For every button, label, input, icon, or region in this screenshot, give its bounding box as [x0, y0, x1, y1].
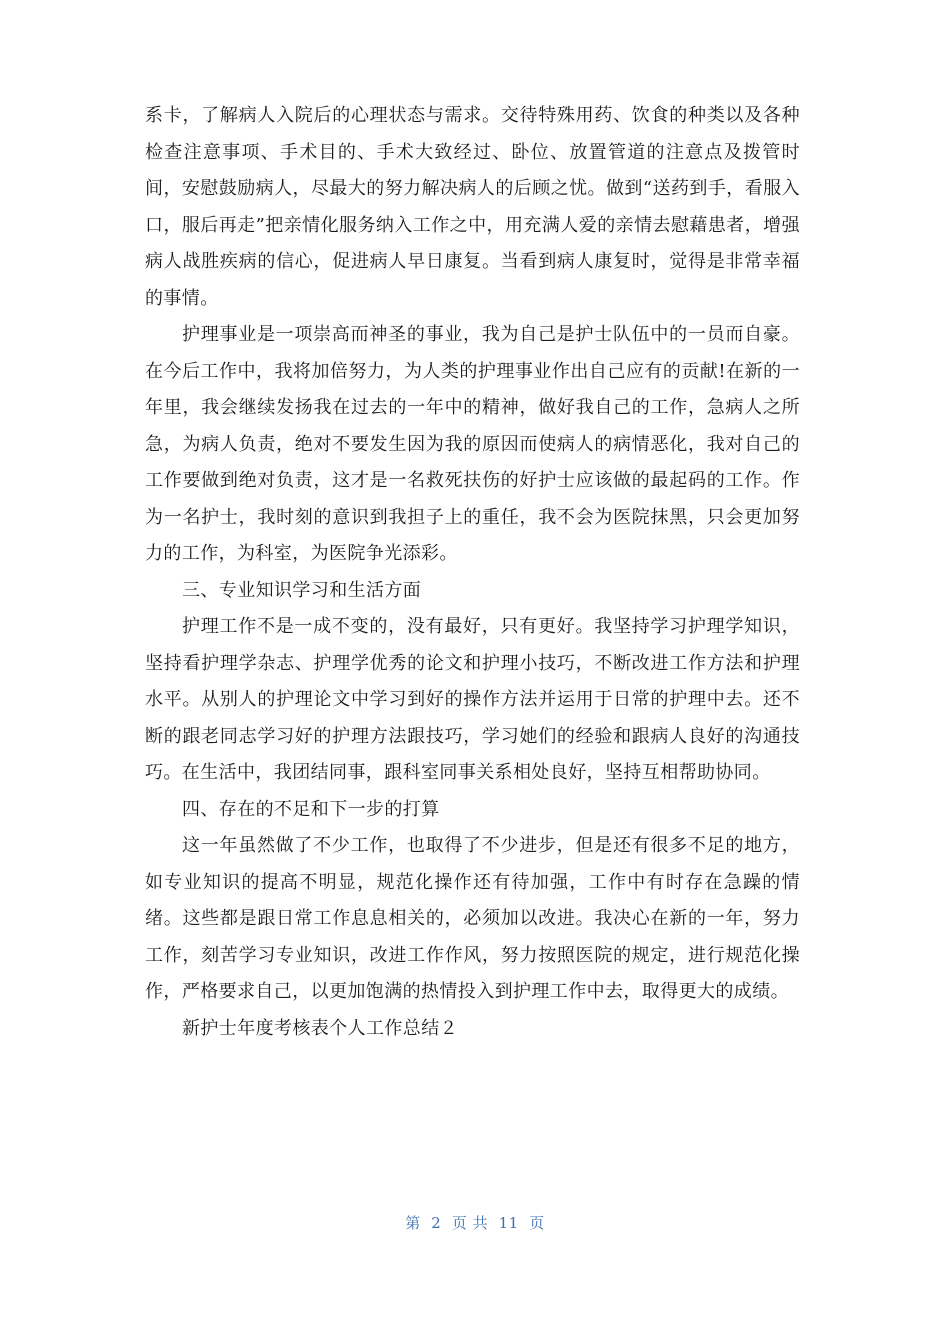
- section-heading-shortcomings-and-plans: 四、存在的不足和下一步的打算: [182, 798, 440, 820]
- next-article-title: 新护士年度考核表个人工作总结２: [182, 1017, 458, 1039]
- paragraph-nursing-career: 护理事业是一项崇高而神圣的事业，我为自己是护士队伍中的一员而自豪。在今后工作中，我将加倍努力，为人类的护理事业作出自己应有的贡献!在新的一年里，我会继续发扬我在过去的一年中的精神，做好我自己的工作，急病人之所急，为病人负责，绝对不要发生因为我的原因而使病人的病情恶化，我对自己的工作要做到绝对负责，这才是一名救死扶伤的好护士应该做的最起码的工作。作为一名护士，我时刻的意识到我担子上的重任，我不会为医院抹黑，只会更加努力的工作，为科室，为医院争光添彩。: [145, 324, 800, 564]
- document-body: [145, 98, 800, 1047]
- section-heading-study-and-life: 三、专业知识学习和生活方面: [182, 579, 422, 601]
- page-number-footer: 第 2 页 共 11 页: [405, 1214, 545, 1232]
- paragraph-shortcomings-and-plans: 这一年虽然做了不少工作，也取得了不少进步，但是还有很多不足的地方，如专业知识的提高不明显，规范化操作还有待加强，工作中有时存在急躁的情绪。这些都是跟日常工作息息相关的，必须加以改进。我决心在新的一年，努力工作，刻苦学习专业知识，改进工作作风，努力按照医院的规定，进行规范化操作，严格要求自己，以更加饱满的热情投入到护理工作中去，取得更大的成绩。: [145, 835, 800, 1002]
- paragraph-study-and-life: 护理工作不是一成不变的，没有最好，只有更好。我坚持学习护理学知识，坚持看护理学杂志、护理学优秀的论文和护理小技巧，不断改进工作方法和护理水平。从别人的护理论文中学习到好的操作方法并运用于日常的护理中去。还不断的跟老同志学习好的护理方法跟技巧，学习她们的经验和跟病人良好的沟通技巧。在生活中，我团结同事，跟科室同事关系相处良好，坚持互相帮助协同。: [145, 616, 800, 783]
- paragraph-continuation: 系卡，了解病人入院后的心理状态与需求。交待特殊用药、饮食的种类以及各种检查注意事项、手术目的、手术大致经过、卧位、放置管道的注意点及拨管时间，安慰鼓励病人，尽最大的努力解决病人的后顾之忧。做到“送药到手，看服入口，服后再走”把亲情化服务纳入工作之中，用充满人爱的亲情去慰藉患者，增强病人战胜疾病的信心，促进病人早日康复。当看到病人康复时，觉得是非常幸福的事情。: [145, 105, 800, 309]
